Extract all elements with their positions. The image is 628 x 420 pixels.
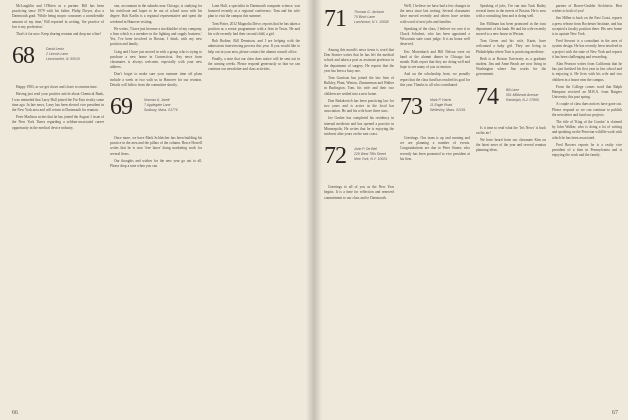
paragraph: Craig and I have just moved in with a group who is trying to purchase a new home in Connecticut. Any news from classmates is always welcome, especially with your new address. [110,49,202,70]
left-column-3 [208,4,300,74]
paragraph: He writes, 'I have just become a stockholder of my company, a firm which is a member in the lighting and supply business.' Yes, I've been involved in Boston, I think, with my new position and family. [110,26,202,47]
address-line: Larchmont, N.Y. 10538 [354,20,389,24]
secretary-name: Norman A. Jarett [144,98,170,103]
paragraph: From the College comes word that Ralph Hampton received an M.B.A. from Rutgers University this past spring. [552,84,622,100]
secretary-name: Mark P. Harris [430,98,452,103]
class-year-number: 74 [476,83,498,110]
address-line: 11 Eagle Road [430,103,453,108]
class-notes-heading-68 [12,43,104,79]
paragraph: Jim Millman has been promoted in the trust department of his bank. He and his wife recently moved to a new house in Weston. [476,21,546,37]
paragraph: Don Radakovich has been practicing law for two years and is active in the local bar association. He and his wife have three sons. [324,98,394,114]
address-line: 229 West 78th Street [354,152,386,157]
class-year-number: 68 [12,43,34,70]
class-secretary-address [354,147,387,162]
right-column-3 [476,4,546,156]
paragraph: Eric Mosenbach and Bill Nelson were on hand at the alumni dinner in Chicago last month. Both report that they are doing well and hope to see many of you at reunion. [400,49,470,70]
paragraph: The title of 'King of the Condor' is claimed by John Walker, who is doing a lot of writing and speaking on the Peruvian wildlife work with which he has been associated. [552,120,622,140]
paragraph: Tom Potter, 2012 Magnolia Drive, reports that he has taken a position as a senior programmer with a firm in Texas. He and his wife recently had their second child, a girl. [208,21,300,37]
paragraph: Joe Gruber has completed his residency in internal medicine and has opened a practice in Minneapolis. He writes that he is enjoying the midwest after years on the east coast. [324,116,394,137]
paragraph: Is it time to read what the 'In's News' is back on the air! [476,125,546,135]
paragraph: We have heard from our classmate Kim on the latest news of the year and several reunion planning ideas. [476,138,546,153]
class-secretary-address [506,88,539,103]
paragraph: A couple of class dues notices have gone out. Please respond so we can continue to publish the newsletter and fund our projects. [552,102,622,117]
class-secretary-address [354,10,389,25]
class-year-number: 71 [324,6,346,32]
paragraph: Greetings to all of you as the New Year begins. It is a time for reflection and renewed commitment to our class and to Dartmouth. [324,185,394,200]
paragraph: Speaking of jobs, I've run into Tuck Bailey several times in the streets of Boston. He is now with a consulting firm and is doing well. [476,4,546,19]
paragraph: Once more, we have Mark Schleicher has been building his practice in the area and the pillars of the column. Bruce Howell writes that he is now 'free lance' doing marketing work for several firms. [110,136,202,156]
address-line: Wellesley, Mass. 02181 [430,108,466,113]
secretary-name: David Lentz [46,47,64,52]
class-secretary-address [144,98,178,113]
paragraph: And on the scholarship front, we proudly report that the class fund has reached its goal for this year. Thanks to all who contributed. [400,72,470,87]
address-line: Randolph, N.J. 07869 [506,97,539,102]
paragraph: Having just read your positive article about Chemical Bank, I was reminded that Larry Hall joined the Far East rivalry some time ago. In late news, Larry has been elected vice president in the New York area and will return to Dartmouth for reunion. [12,92,104,113]
address-line: Sudbury, Mass. 01776 [144,108,178,113]
left-column-1 [12,4,104,133]
paragraph: Don't forget to make sure your summer time off plans include a week or two with us in Hanover for our reunion. Details will follow from the committee shortly. [110,72,202,87]
paragraph: Tom Garrison has joined the law firm of Bulkley, Plant, Winton, Zimmerman and Walker in Burlington. Tom, his wife and their two children are settled into a new home. [324,76,394,96]
right-column-1 [324,4,394,203]
class-secretary-address [430,98,466,113]
paragraph: That's it for now. Keep sharing reunion and drop me a line! [16,32,102,37]
paragraph: Jim Hillen is back on the East Coast, reports a press release from Rochester Institute, and has accepted a faculty position there. His new home is in upstate New York. [552,16,622,37]
paragraph: Finally, a note that our class dues notice will be sent out in the coming weeks. Please respond generously so that we can continue our newsletter and class activities. [208,56,300,72]
class-year-number: 69 [110,94,132,121]
paragraph: Beth is at Boston University as a graduate student. Jim and Anne Beach are now living in Washington where Jim works for the government. [476,56,546,77]
page-number: 67 [612,410,618,416]
address-line: 2 Lincoln Lane [46,52,69,57]
class-notes-heading-72 [324,143,394,179]
class-year-number: 73 [400,94,422,121]
paragraph: partner of Bower-Grubler Architects. Best wishes to both of you! [552,4,622,14]
right-column-2 [400,4,470,164]
class-notes-heading-74 [476,84,546,120]
address-line: Lincolnshire, Ill. 60015 [46,57,80,62]
address-line: 70 Birch Lane [354,15,375,19]
paragraph: Peter Madison writes that he has joined the August 1 issue of the New York Times regarding a seldom-associated career opportunity in the medical device industry. [12,115,104,130]
secretary-name: John P. De Bell [354,147,377,152]
paragraph: Our thoughts and wishes for the new year go out to all. Please drop a note when you can. [110,158,202,169]
class-notes-heading-73 [400,94,470,130]
address-line: New York, N.Y. 10024 [354,157,387,162]
paragraph: Happy 1983, as we get closer and closer to reunion time. [16,85,98,90]
paragraph: Fred Stewart is a consultant in the area of system design. He has recently been involved in a project with the state of New York and reports it has been challenging and rewarding. [552,39,622,59]
right-column-4 [552,4,622,160]
paragraph: Fred Bowers reports he is a realty vice president of a firm in Pennsylvania and is enjoying the work and the family. [552,142,622,158]
paragraph: We'll, I believe we have had a few changes in the news since last writing. Several classmates have moved recently and others have written with word of new jobs and families. [400,4,470,24]
paragraph: Greetings. Our team is up and running and we are planning a number of events. Congratulations are due to Peter Stoner, who recently has been promoted to vice president at his firm. [400,136,470,161]
class-year-number: 72 [324,143,346,170]
secretary-name: Thomas G. Jackson [354,10,385,14]
paragraph: Among this month's news items is word that Don Stonier writes that he has left the medical school and taken a post as assistant professor in the department of surgery. He reports that the year has been a busy one. [324,48,394,73]
address-line: 501 Millbrook Avenue [506,92,539,97]
secretary-name: Bill Lane [506,87,520,92]
class-secretary-address [46,47,80,62]
page-number: 66 [12,410,18,416]
paragraph: Bob Bodine, Bill Dennison, and I are helping with the admissions interviewing process this year. If you would like to help out in your area, please contact the alumni council office. [208,39,300,54]
paragraph: one, accountant in the suburbs near Chicago, is studying for his certificate and hopes to be out of school soon with his degree. Bob Karlin is a regional representative and spent the weekend in Hanover visiting. [110,4,202,24]
right-page [314,0,628,420]
paragraph: McLaughlin and O'Brien as a partner. Bill has been practicing since 1979 with his father, Philip Dwyer, also a Dartmouth grad. 'While being mayor consumes a considerable amount of my time,' Bill reported in writing, 'the practice of law is my profession.' [12,4,104,29]
paragraph: Speaking of the class, I believe we owe it to Chuck Schubert, who has been appointed a Wisconsin state court judge. It is an honor well deserved. [400,26,470,47]
class-notes-heading-71 [324,6,394,42]
address-line: 7 Applegate Lane [144,103,171,108]
left-column-2 [110,4,202,171]
paragraph: Lane Hall, a specialist in Dartmouth computer science, was honored recently at a regional conference. Tom and his wife plan to visit the campus this summer. [208,4,300,19]
paragraph: Tom Green and his wife, Karin, have welcomed a baby girl. They are living in Philadelphia where Tom is practicing medicine. [476,39,546,54]
class-notes-heading-69 [110,94,202,130]
paragraph: Alan Pearson writes from California that he has just finished his first year in law school and is enjoying it. He lives with his wife and two children in a house near the campus. [552,62,622,82]
